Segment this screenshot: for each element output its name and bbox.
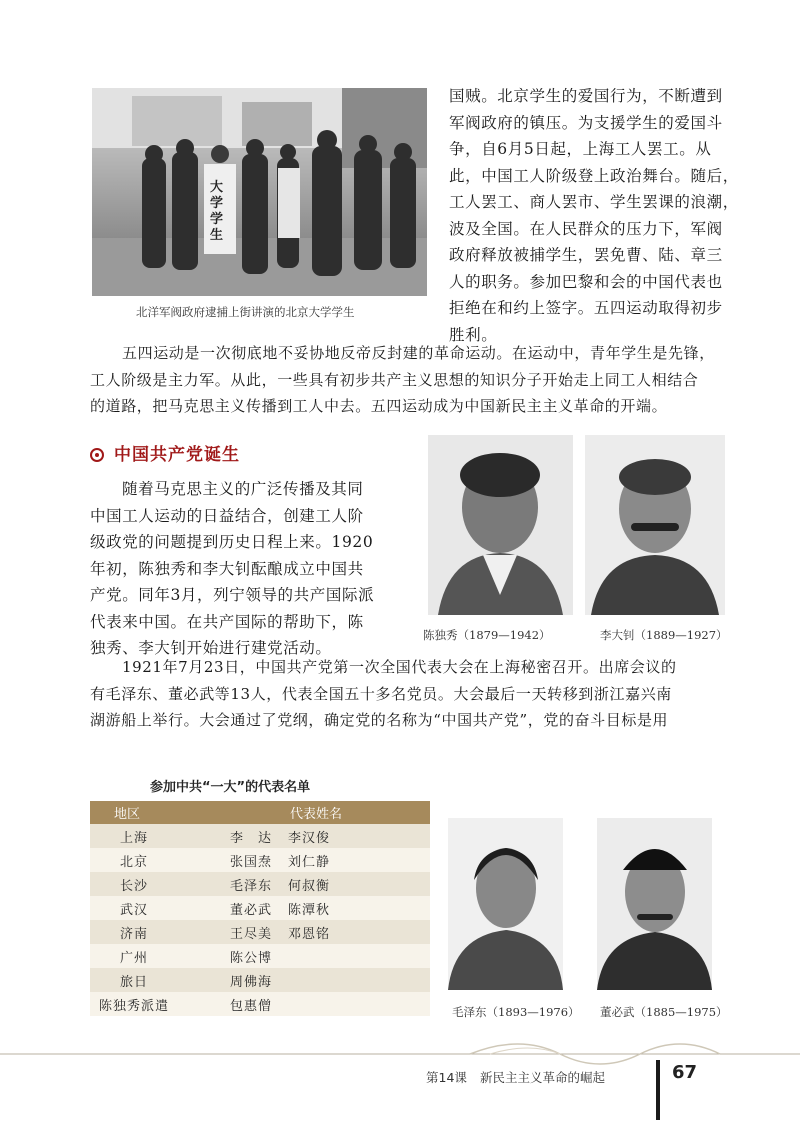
- summary-line: 的道路，把马克思主义传播到工人中去。五四运动成为中国新民主主义革命的开端。: [90, 397, 668, 415]
- header-names: 代表姓名: [178, 801, 430, 824]
- intro-line: 此，中国工人阶级登上政治舞台。随后，: [449, 166, 739, 185]
- section-heading-text: 中国共产党诞生: [114, 445, 240, 465]
- table-row: [90, 992, 430, 1016]
- region-cell: 旅日: [90, 968, 178, 992]
- intro-line: 拒绝在和约上签字。五四运动取得初步: [449, 299, 723, 317]
- region-cell: 武汉: [90, 896, 178, 920]
- congress-paragraph: [90, 654, 740, 734]
- table-row: [90, 968, 430, 992]
- chen-duxiu-portrait: [428, 435, 573, 615]
- congress-line: 湖游船上举行。大会通过了党纲，确定党的名称为“中国共产党”，党的奋斗目标是用: [90, 711, 669, 729]
- intro-paragraph: [449, 83, 739, 348]
- table-row: [90, 896, 430, 920]
- intro-line: 争，自6月5日起，上海工人罢工。从: [449, 140, 712, 158]
- founding-line: 中国工人运动的日益结合，创建工人阶: [90, 506, 364, 525]
- founding-line: 年初，陈独秀和李大钊酝酿成立中国共: [90, 559, 364, 578]
- delegate-name: 董必武: [230, 902, 273, 918]
- intro-line: 国贼。北京学生的爱国行为，不断遭到: [449, 87, 723, 105]
- names-cell: [178, 896, 430, 920]
- table-row: [90, 920, 430, 944]
- dong-biwu-caption: 董必武（1885—1975）: [600, 1005, 728, 1019]
- delegate-name: 毛泽东: [230, 878, 273, 894]
- delegate-name: 包惠僧: [230, 998, 273, 1014]
- intro-line: 波及全国。在人民群众的压力下，军阀: [449, 219, 723, 238]
- chen-duxiu-caption: 陈独秀（1879—1942）: [423, 628, 551, 642]
- region-cell: 北京: [90, 848, 178, 872]
- delegate-name: 陈潭秋: [288, 902, 331, 918]
- names-cell: [178, 968, 430, 992]
- arrest-photo-art: [92, 88, 427, 296]
- header-region: 地区: [90, 801, 178, 824]
- names-cell: [178, 824, 430, 848]
- banner-text: 大学学生: [210, 180, 224, 243]
- delegate-name: 刘仁静: [288, 854, 331, 870]
- names-cell: [178, 944, 430, 968]
- intro-line: 胜利。: [449, 325, 498, 344]
- founding-line: 级政党的问题提到历史日程上来。1920: [90, 533, 374, 551]
- delegates-table-title: 参加中共“一大”的代表名单: [150, 780, 311, 795]
- congress-line: 有毛泽东、董必武等13人，代表全国五十多名党员。大会最后一天转移到浙江嘉兴南: [90, 684, 672, 703]
- table-row: [90, 944, 430, 968]
- names-cell: [178, 992, 430, 1016]
- footer-lesson: 第14课: [426, 1070, 467, 1085]
- mao-zedong-portrait: [448, 818, 563, 990]
- table-row: [90, 848, 430, 872]
- intro-line: 军阀政府的镇压。为支援学生的爱国斗: [449, 113, 723, 132]
- delegate-name: 陈公博: [230, 950, 273, 966]
- section-bullet-icon: [90, 448, 104, 462]
- intro-line: 人的职务。参加巴黎和会的中国代表也: [449, 272, 723, 291]
- li-dazhao-caption: 李大钊（1889—1927）: [600, 628, 728, 642]
- delegate-name: 张国焘: [230, 854, 273, 870]
- dong-biwu-portrait: [597, 818, 712, 990]
- region-cell: 长沙: [90, 872, 178, 896]
- names-cell: [178, 848, 430, 872]
- delegates-table-wrap: [90, 801, 430, 1016]
- delegate-name: 李 达: [230, 830, 273, 846]
- delegate-name: 邓恩铭: [288, 926, 331, 942]
- intro-line: 工人罢工、商人罢市、学生罢课的浪潮，: [449, 193, 739, 211]
- footer-lesson-title: 新民主主义革命的崛起: [480, 1070, 606, 1085]
- li-dazhao-portrait: [585, 435, 725, 615]
- delegate-name: 周佛海: [230, 974, 273, 990]
- mao-zedong-caption: 毛泽东（1893—1976）: [452, 1005, 580, 1019]
- founding-line: 产党。同年3月，列宁领导的共产国际派: [90, 586, 375, 604]
- founding-line: 随着马克思主义的广泛传播及其同: [122, 480, 364, 498]
- region-cell: 济南: [90, 920, 178, 944]
- region-cell: 陈独秀派遣: [90, 992, 178, 1016]
- founding-paragraph: [90, 476, 400, 662]
- arrest-photo: [92, 88, 427, 296]
- delegates-table: [90, 801, 430, 1016]
- founding-line: 代表来中国。在共产国际的帮助下，陈: [90, 612, 364, 631]
- names-cell: [178, 920, 430, 944]
- region-cell: 广州: [90, 944, 178, 968]
- section-heading: [90, 440, 240, 465]
- intro-line: 政府释放被捕学生，罢免曹、陆、章三: [449, 246, 723, 264]
- summary-paragraph: [90, 340, 740, 420]
- names-cell: [178, 872, 430, 896]
- congress-line: 1921年7月23日，中国共产党第一次全国代表大会在上海秘密召开。出席会议的: [122, 658, 677, 676]
- summary-line: 五四运动是一次彻底地不妥协地反帝反封建的革命运动。在运动中，青年学生是先锋，: [122, 344, 715, 362]
- summary-line: 工人阶级是主力军。从此，一些具有初步共产主义思想的知识分子开始走上同工人相结合: [90, 370, 699, 389]
- delegate-name: 王尽美: [230, 926, 273, 942]
- table-row: [90, 872, 430, 896]
- table-header-row: [90, 801, 430, 824]
- region-cell: 上海: [90, 824, 178, 848]
- founding-line: 独秀、李大钊开始进行建党活动。: [90, 639, 332, 657]
- delegate-name: 何叔衡: [288, 878, 331, 894]
- arrest-photo-caption: 北洋军阀政府逮捕上街讲演的北京大学学生: [136, 305, 355, 319]
- page-number: 67: [672, 1062, 698, 1083]
- table-row: [90, 824, 430, 848]
- delegate-name: 李汉俊: [288, 830, 331, 846]
- footer-decoration: [0, 1040, 800, 1130]
